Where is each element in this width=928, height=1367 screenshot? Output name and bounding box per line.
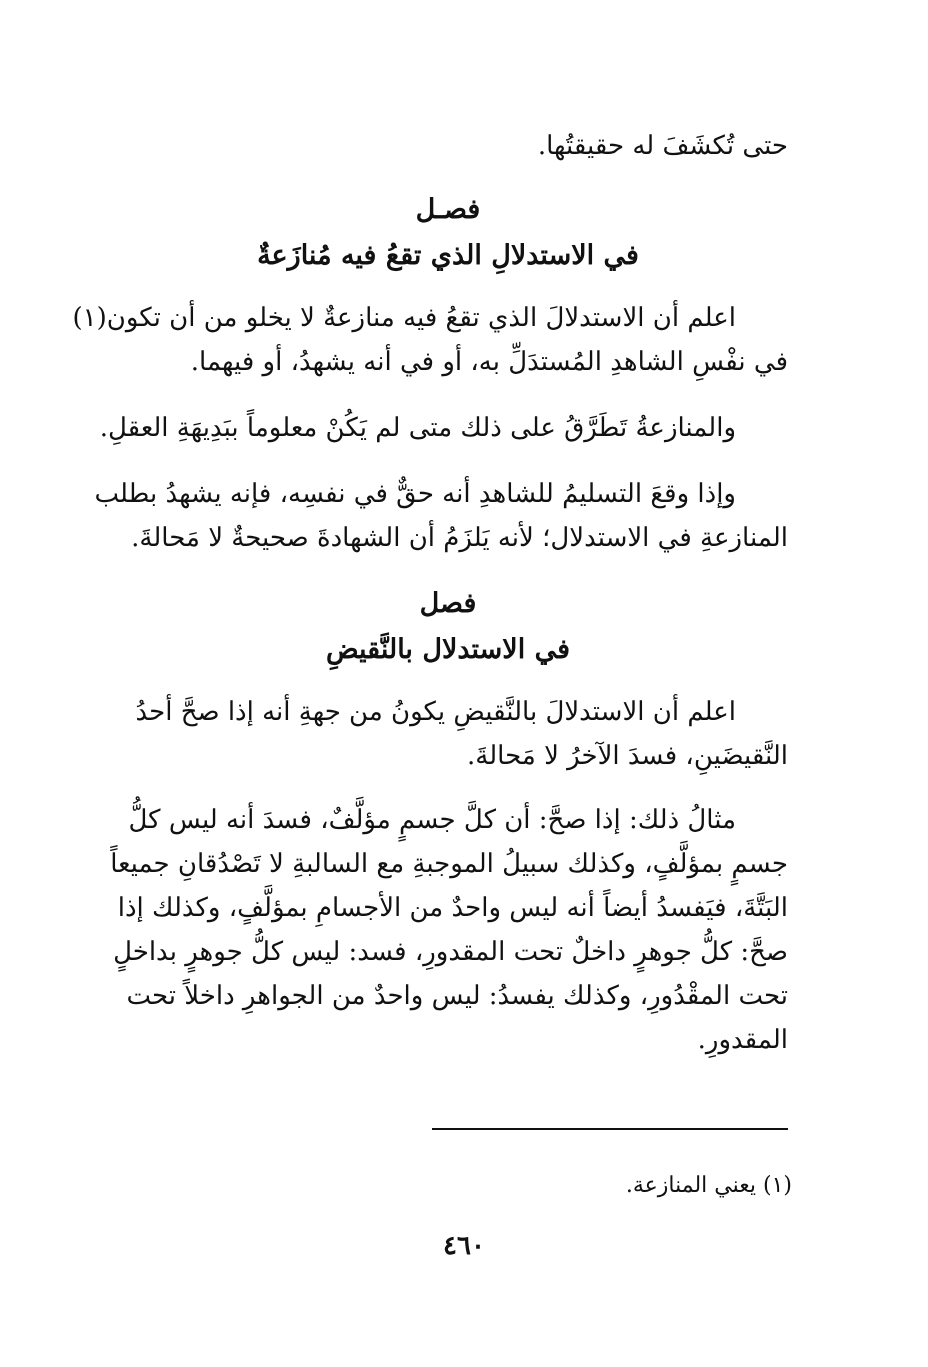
paragraph-line: البَتَّةَ، فيَفسدُ أيضاً أنه ليس واحدٌ من الأجسامِ بمؤلَّفٍ، وكذلك إذا [117, 893, 788, 923]
section2-label: فصل [419, 588, 477, 619]
paragraph-line: تحت المقْدُورِ، وكذلك يفسدُ: ليس واحدٌ من الجواهرِ داخلاً تحت [126, 981, 788, 1011]
paragraph-line: وإذا وقعَ التسليمُ للشاهدِ أنه حقٌّ في نفسِه، فإنه يشهدُ بطلب [94, 479, 736, 509]
paragraph-line: اعلم أن الاستدلالَ الذي تقعُ فيه منازعةٌ لا يخلو من أن تكون(١) [72, 303, 736, 333]
paragraph-line: في نفْسِ الشاهدِ المُستدَلِّ به، أو في أنه يشهدُ، أو فيهما. [190, 347, 788, 377]
paragraph-line: صحَّ: كلُّ جوهرٍ داخلٌ تحت المقدورِ، فسد: ليس كلُّ جوهرٍ بداخلٍ [113, 937, 788, 967]
continuation-paragraph [108, 124, 788, 168]
section1-paragraph-3 [94, 472, 788, 560]
section1-title: في الاستدلالِ الذي تقعُ فيه مُنازَعةٌ [257, 240, 639, 271]
section1-paragraph-2 [99, 406, 788, 450]
section2-paragraph-2 [108, 798, 788, 1062]
footnote: (١) يعني المنازعة. [625, 1173, 792, 1198]
paragraph-line: جسمٍ بمؤلَّفٍ، وكذلك سبيلُ الموجبةِ مع السالبةِ لا تَصْدُقانِ جميعاً [110, 849, 788, 879]
section1-paragraph-1 [72, 296, 788, 384]
paragraph-line: النَّقيضَينِ، فسدَ الآخرُ لا مَحالةَ. [467, 741, 788, 771]
section2-title: في الاستدلال بالنَّقيضِ [325, 634, 571, 665]
section1-label: فصـل [415, 194, 481, 225]
paragraph-line: مثالُ ذلك: إذا صحَّ: أن كلَّ جسمٍ مؤلَّفٌ، فسدَ أنه ليس كلُّ [128, 805, 736, 835]
continuation-text: حتى تُكشَفَ له حقيقتُها. [537, 131, 788, 161]
footnote-separator [432, 1128, 788, 1130]
paragraph-line: اعلم أن الاستدلالَ بالنَّقيضِ يكونُ من جهةِ أنه إذا صحَّ أحدُ [135, 697, 736, 727]
paragraph-line: المنازعةِ في الاستدلال؛ لأنه يَلزَمُ أن الشهادةَ صحيحةٌ لا مَحالةَ. [131, 523, 788, 553]
paragraph-line: والمنازعةُ تَطَرَّقُ على ذلك متى لم يَكُنْ معلوماً ببَدِيهَةِ العقلِ. [99, 413, 736, 443]
page-number: ٤٦٠ [443, 1231, 485, 1261]
paragraph-line: المقدورِ. [697, 1025, 788, 1055]
section2-paragraph-1 [108, 690, 788, 778]
